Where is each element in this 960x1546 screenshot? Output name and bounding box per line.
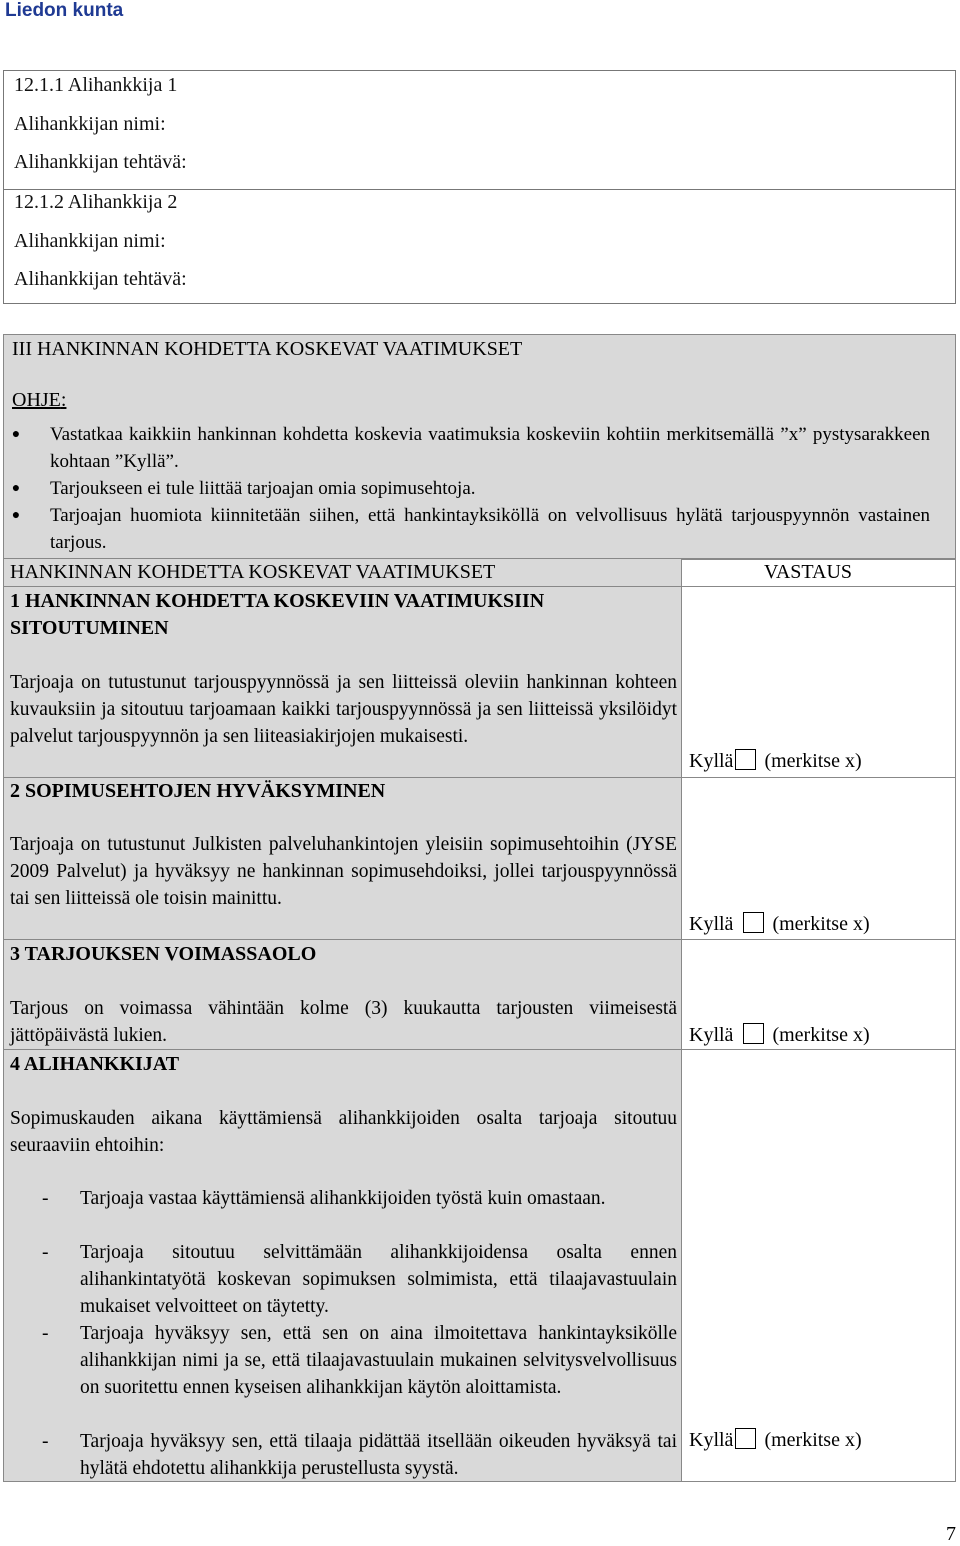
section-title: III HANKINNAN KOHDETTA KOSKEVAT VAATIMUKSET — [12, 338, 523, 360]
instructions-label: OHJE: — [12, 389, 67, 411]
instruction-bullet: ● Tarjoajan huomiota kiinnitetään siihen, että hankintayksiköllä on velvollisuus hylätä tarjouspyynnön vastainen tarjous. — [50, 502, 930, 556]
answer-yes[interactable]: Kyllä (merkitse x) — [689, 1024, 870, 1046]
subcontractor-1-task-label: Alihankkijan tehtävä: — [14, 151, 187, 173]
requirement-text: Tarjous on voimassa vähintään kolme (3) kuukautta tarjousten viimeisestä jättöpäivästä lukien. — [10, 998, 677, 1046]
bullet-icon: ● — [11, 508, 21, 523]
requirement-text: Tarjoaja on tutustunut tarjouspyynnössä ja sen liitteissä oleviin hankinnan kohteen kuvauksiin ja sitoutuu tarjoamaan kaikki tarjouspyynnössä ja sen liitteissä yksilöidyt palvelut tarjouspyynnön ja sen liiteasiakirjojen mukaisesti. — [10, 672, 677, 747]
requirement-text: Sopimuskauden aikana käyttämiensä alihankkijoiden osalta tarjoaja sitoutuu seuraaviin ehtoihin: — [10, 1108, 677, 1156]
subcontractor-box — [3, 70, 956, 304]
answer-yes[interactable]: Kyllä (merkitse x) — [689, 913, 870, 935]
subcontractor-1-title: 12.1.1 Alihankkija 1 — [14, 74, 178, 96]
requirement-heading: 1 HANKINNAN KOHDETTA KOSKEVIIN VAATIMUKSIIN SITOUTUMINEN — [10, 590, 545, 639]
instruction-bullet: ● Tarjoukseen ei tule liittää tarjoajan omia sopimusehtoja. — [50, 475, 930, 502]
subcontractor-2-title: 12.1.2 Alihankkija 2 — [14, 191, 178, 213]
organization-name: Liedon kunta — [5, 0, 124, 21]
requirement-text: Tarjoaja on tutustunut Julkisten palveluhankintojen yleisiin sopimusehtoihin (JYSE 2009 Palvelut) ja hyväksyy ne hankinnan sopimusehdoiksi, jollei tarjouspyynnössä tai sen liitteissä ole toisin mainittu. — [10, 834, 677, 909]
requirements-table — [3, 558, 956, 1482]
instructions-panel — [3, 334, 956, 560]
bullet-icon: ● — [11, 427, 21, 442]
list-item: - Tarjoaja hyväksyy sen, että sen on aina ilmoitettava hankintayksikölle alihankkijan nimi ja se, että tilaajavastuulain mukainen selvitysvelvollisuus on suoritettu ennen kyseisen alihankkijan käytön aloittamista. — [42, 1323, 677, 1398]
checkbox-icon[interactable] — [743, 912, 764, 933]
bullet-icon: ● — [11, 481, 21, 496]
column-header-answer: VASTAUS — [764, 561, 853, 583]
answer-yes[interactable]: Kyllä (merkitse x) — [689, 750, 862, 772]
subcontractor-2-task-label: Alihankkijan tehtävä: — [14, 268, 187, 290]
requirement-heading: 2 SOPIMUSEHTOJEN HYVÄKSYMINEN — [10, 780, 386, 802]
requirement-heading: 4 ALIHANKKIJAT — [10, 1053, 180, 1075]
checkbox-icon[interactable] — [743, 1023, 764, 1044]
list-item: - Tarjoaja vastaa käyttämiensä alihankkijoiden työstä kuin omastaan. — [42, 1188, 606, 1209]
instruction-bullet: ● Vastatkaa kaikkiin hankinnan kohdetta koskevia vaatimuksia koskeviin kohtiin merkitsemällä ”x” pystysarakkeen kohtaan ”Kyllä”. — [50, 421, 930, 475]
divider — [4, 189, 955, 190]
subcontractor-1-name-label: Alihankkijan nimi: — [14, 113, 166, 135]
list-item: - Tarjoaja sitoutuu selvittämään alihankkijoidensa osalta ennen alihankintatyötä koskevan sopimuksen solmimista, että tilaajavastuulain mukaiset velvoitteet on täytetty. — [42, 1242, 677, 1317]
checkbox-icon[interactable] — [735, 1428, 756, 1449]
answer-yes[interactable]: Kyllä (merkitse x) — [689, 1429, 862, 1451]
requirement-heading: 3 TARJOUKSEN VOIMASSAOLO — [10, 943, 317, 965]
subcontractor-2-name-label: Alihankkijan nimi: — [14, 230, 166, 252]
column-header-requirements: HANKINNAN KOHDETTA KOSKEVAT VAATIMUKSET — [10, 561, 496, 583]
checkbox-icon[interactable] — [735, 749, 756, 770]
list-item: - Tarjoaja hyväksyy sen, että tilaaja pidättää itsellään oikeuden hyväksyä tai hylätä ehdotettu alihankkija perustellusta syystä. — [42, 1431, 677, 1479]
page-number: 7 — [946, 1523, 956, 1545]
